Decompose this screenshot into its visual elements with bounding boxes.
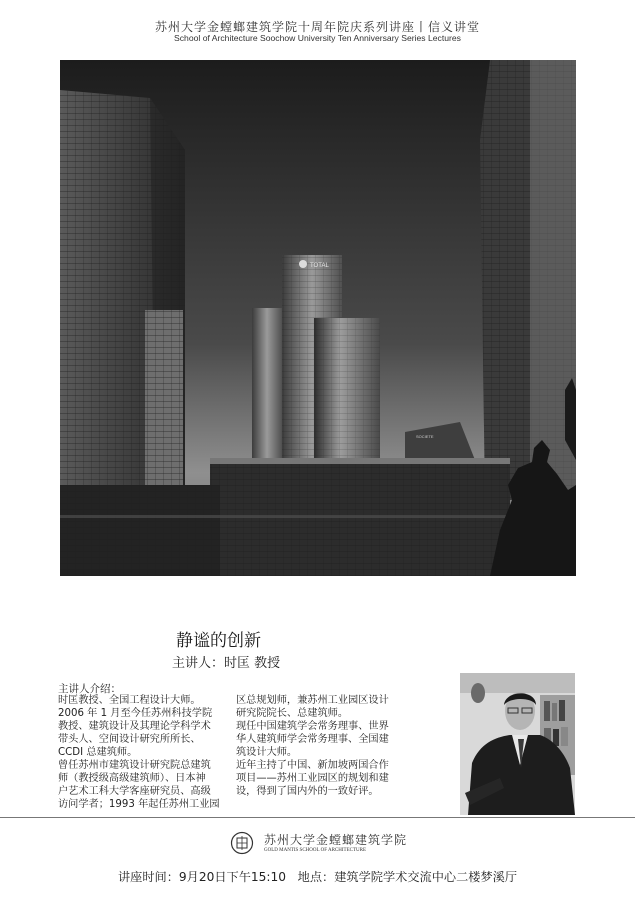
sign-societe: SOCIETE — [416, 434, 434, 439]
bio-line: 现任中国建筑学会常务理事、世界 — [236, 721, 389, 732]
bio-column-1 — [58, 694, 228, 811]
speaker-intro-label: 主讲人介绍： — [58, 683, 121, 695]
speaker-portrait — [460, 673, 575, 815]
school-emblem-icon — [230, 831, 254, 855]
footer-divider — [0, 817, 635, 818]
school-logo — [230, 829, 420, 859]
bio-line: 时匡教授、全国工程设计大师。 — [58, 695, 201, 706]
lecture-time-location: 讲座时间：9月20日下午15:10 地点：建筑学院学术交流中心二楼梦溪厅 — [117, 870, 518, 884]
sign-total: TOTAL — [310, 263, 329, 269]
bio-line: 曾任苏州市建筑设计研究院总建筑 — [58, 760, 211, 771]
bio-line: 带头人、空间设计研究所所长、 — [58, 734, 201, 745]
bio-line: 2006 年 1 月至今任苏州科技学院 — [58, 708, 213, 719]
bio-line: 师（教授级高级建筑师）、日本神 — [58, 773, 206, 784]
bio-line: 教授、建筑设计及其理论学科学术 — [58, 721, 211, 732]
bio-line: 筑设计大师。 — [236, 747, 298, 758]
header-title-en: School of Architecture Soochow University Ten Anniversary Series Lectures — [174, 33, 461, 43]
lecture-title: 静谧的创新 — [176, 631, 261, 651]
bio-line: 设，得到了国内外的一致好评。 — [236, 786, 379, 797]
bio-line: 华人建筑师学会常务理事、全国建 — [236, 734, 389, 745]
bio-line: 项目——苏州工业园区的规划和建 — [236, 773, 389, 784]
bio-line: 访问学者；1993 年起任苏州工业园 — [58, 799, 220, 810]
bio-line: 研究院院长、总建筑师。 — [236, 708, 349, 719]
header-title-cn: 苏州大学金螳螂建筑学院十周年院庆系列讲座丨信义讲堂 — [154, 20, 480, 34]
bio-column-2 — [236, 694, 406, 798]
bio-line: 户艺术工科大学客座研究员、高级 — [58, 786, 211, 797]
bio-line: 近年主持了中国、新加坡两国合作 — [236, 760, 389, 771]
bio-line: CCDI 总建筑师。 — [58, 747, 138, 758]
speaker-name: 主讲人：时匡 教授 — [172, 656, 281, 671]
bio-line: 区总规划师，兼苏州工业园区设计 — [236, 695, 389, 706]
logo-text-cn: 苏州大学金螳螂建筑学院 — [264, 833, 408, 847]
architecture-photo — [60, 60, 576, 576]
logo-text-en: GOLD MANTIS SCHOOL OF ARCHITECTURE — [264, 848, 367, 853]
